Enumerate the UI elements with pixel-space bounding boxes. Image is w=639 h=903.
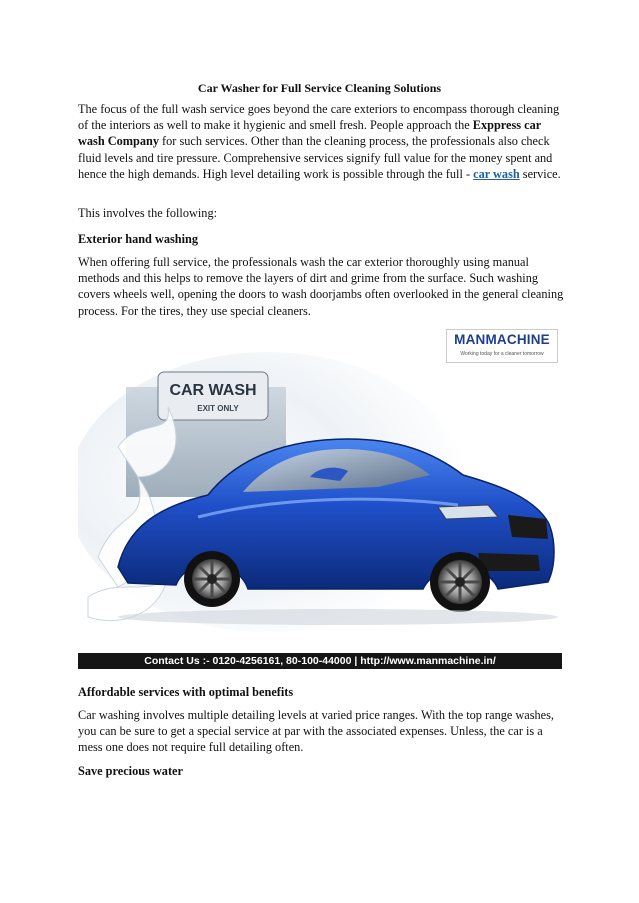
intro-text-middle: for such services. Other than the cleaning process, the professionals also check fluid levels and tire pressure. Comprehensive services signify full value for the money spent and hence the high demands. High level detailing work is possible through the full - — [78, 134, 553, 181]
sign-subtext: EXIT ONLY — [197, 404, 239, 413]
lead-in-text: This involves the following: — [78, 206, 218, 220]
intro-text-start: The focus of the full wash service goes beyond the care exteriors to encompass thorough cleaning of the interiors as well to make it hygienic and smell fresh. People approach the — [78, 102, 560, 133]
manmachine-logo — [446, 329, 558, 363]
front-wheel — [430, 552, 490, 612]
section-body-exterior: When offering full service, the professionals wash the car exterior thoroughly using manual methods and this helps to remove the layers of dirt and grime from the surface. Such washing covers wheels well, opening the doors to wash doorjambs often overlooked in the general cleaning process. For the tires, they use special cleaners. — [78, 255, 564, 318]
intro-text-end: service. — [519, 166, 561, 181]
logo-wordmark: MANMACHINE — [454, 332, 550, 347]
sign-text: CAR WASH — [169, 382, 257, 399]
section-heading-water: Save precious water — [78, 764, 183, 778]
section-heading-affordable: Affordable services with optimal benefits — [78, 685, 294, 699]
intro-paragraph — [78, 101, 564, 182]
section-heading-exterior: Exterior hand washing — [78, 232, 199, 246]
logo-tagline: Working today for a cleaner tomorrow — [460, 351, 544, 357]
page-title: Car Washer for Full Service Cleaning Solutions — [197, 81, 442, 95]
ground-shadow — [118, 609, 558, 625]
headlight — [438, 505, 498, 519]
lower-grille — [478, 553, 540, 571]
company-name: Exppress car wash Company — [78, 118, 541, 149]
front-grille — [508, 515, 548, 539]
contact-bar: Contact Us :- 0120-4256161, 80-100-44000 | http://www.manmachine.in/ — [78, 653, 562, 669]
car-wash-link[interactable]: car wash — [473, 166, 520, 181]
rear-wheel — [184, 551, 240, 607]
car-wash-photo — [78, 327, 562, 653]
section-body-affordable: Car washing involves multiple detailing levels at varied price ranges. With the top range washes, you can be sure to get a special service at par with the associated expenses. Unless, the car is a mess one does not require full detailing often. — [78, 708, 554, 755]
promo-image — [78, 327, 562, 670]
